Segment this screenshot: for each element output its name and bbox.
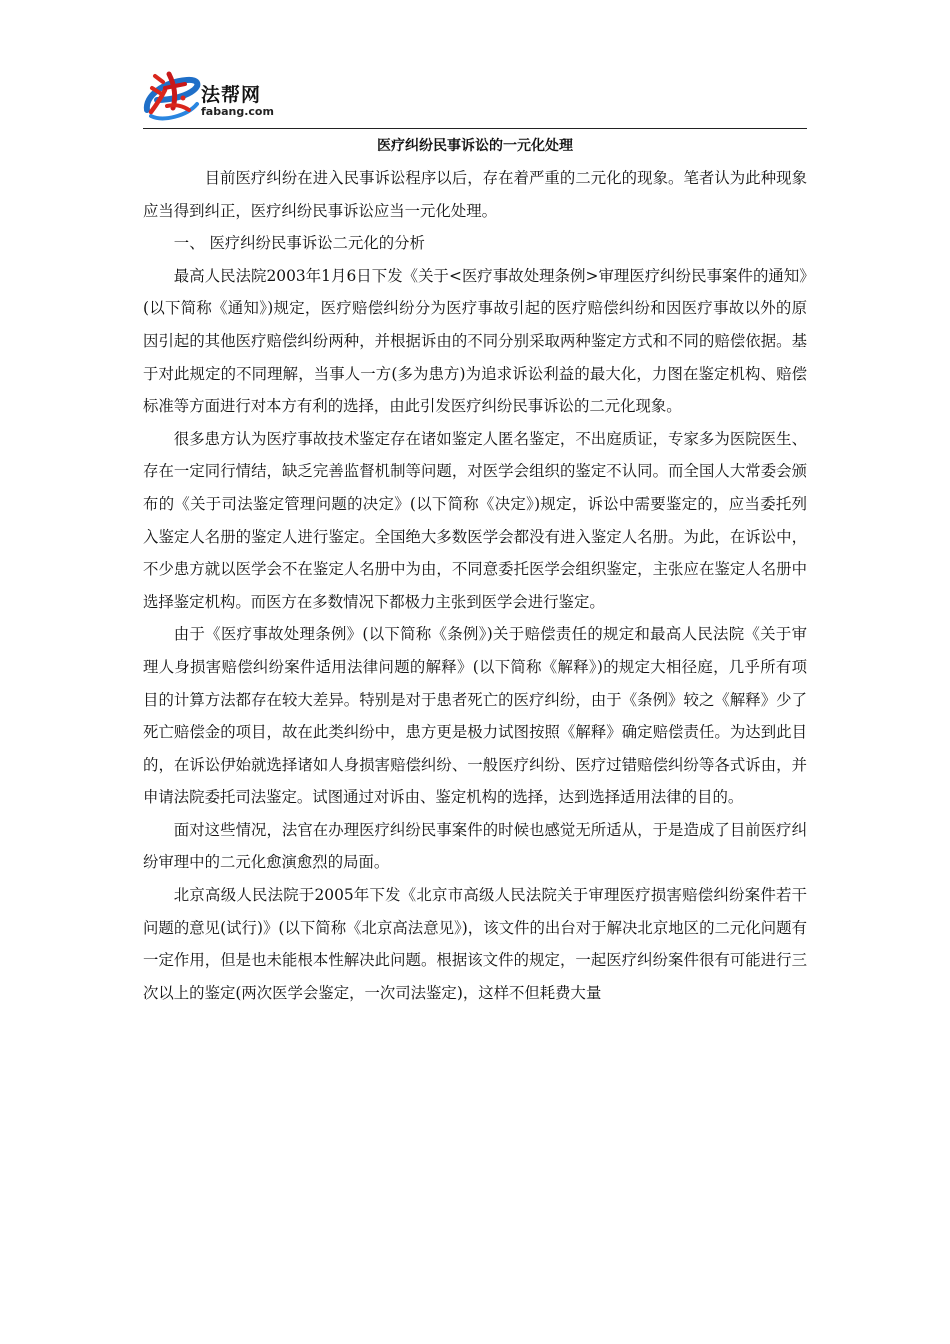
logo-chinese-text: 法帮网 — [201, 84, 262, 106]
document-body — [143, 162, 807, 1009]
logo-domain-text: fabang.com — [201, 105, 274, 118]
paragraph: 面对这些情况，法官在办理医疗纠纷民事案件的时候也感觉无所适从，于是造成了目前医疗纠纷审理中的二元化愈演愈烈的局面。 — [143, 820, 807, 872]
header-divider — [143, 128, 807, 129]
section-heading: 一、 医疗纠纷民事诉讼二元化的分析 — [173, 234, 425, 253]
page-header — [143, 60, 808, 128]
paragraph: 最高人民法院2003年1月6日下发《关于<医疗事故处理条例>审理医疗纠纷民事案件的通知》(以下简称《通知》)规定，医疗赔偿纠纷分为医疗事故引起的医疗赔偿纠纷和因医疗事故以外的原因引起的其他医疗赔偿纠纷两种，并根据诉由的不同分别采取两种鉴定方式和不同的赔偿依据。基于对此规定的不同理解，当事人一方(多为患方)为追求诉讼利益的最大化，力图在鉴定机构、赔偿标准等方面进行对本方有利的选择，由此引发医疗纠纷民事诉讼的二元化现象。 — [143, 266, 807, 416]
fabang-logo-icon — [143, 60, 203, 126]
paragraph: 由于《医疗事故处理条例》(以下简称《条例》)关于赔偿责任的规定和最高人民法院《关于审理人身损害赔偿纠纷案件适用法律问题的解释》(以下简称《解释》)的规定大相径庭，几乎所有项目的计算方法都存在较大差异。特别是对于患者死亡的医疗纠纷，由于《条例》较之《解释》少了死亡赔偿金的项目，故在此类纠纷中，患方更是极力试图按照《解释》确定赔偿责任。为达到此目的，在诉讼伊始就选择诸如人身损害赔偿纠纷、一般医疗纠纷、医疗过错赔偿纠纷等各式诉由，并申请法院委托司法鉴定。试图通过对诉由、鉴定机构的选择，达到选择适用法律的目的。 — [143, 625, 807, 807]
document-title: 医疗纠纷民事诉讼的一元化处理 — [377, 138, 573, 154]
paragraph: 北京高级人民法院于2005年下发《北京市高级人民法院关于审理医疗损害赔偿纠纷案件若干问题的意见(试行)》(以下简称《北京高法意见》)，该文件的出台对于解决北京地区的二元化问题有一定作用，但是也未能根本性解决此问题。根据该文件的规定，一起医疗纠纷案件很有可能进行三次以上的鉴定(两次医学会鉴定，一次司法鉴定)，这样不但耗费大量 — [143, 886, 807, 1002]
fabang-logo[interactable] — [143, 60, 313, 126]
paragraph: 很多患方认为医疗事故技术鉴定存在诸如鉴定人匿名鉴定，不出庭质证，专家多为医院医生、存在一定同行情结，缺乏完善监督机制等问题，对医学会组织的鉴定不认同。而全国人大常委会颁布的《关于司法鉴定管理问题的决定》(以下简称《决定》)规定，诉讼中需要鉴定的，应当委托列入鉴定人名册的鉴定人进行鉴定。全国绝大多数医学会都没有进入鉴定人名册。为此，在诉讼中，不少患方就以医学会不在鉴定人名册中为由，不同意委托医学会组织鉴定，主张应在鉴定人名册中选择鉴定机构。而医方在多数情况下都极力主张到医学会进行鉴定。 — [143, 429, 807, 611]
paragraph-intro: 目前医疗纠纷在进入民事诉讼程序以后，存在着严重的二元化的现象。笔者认为此种现象应当得到纠正，医疗纠纷民事诉讼应当一元化处理。 — [143, 169, 807, 220]
